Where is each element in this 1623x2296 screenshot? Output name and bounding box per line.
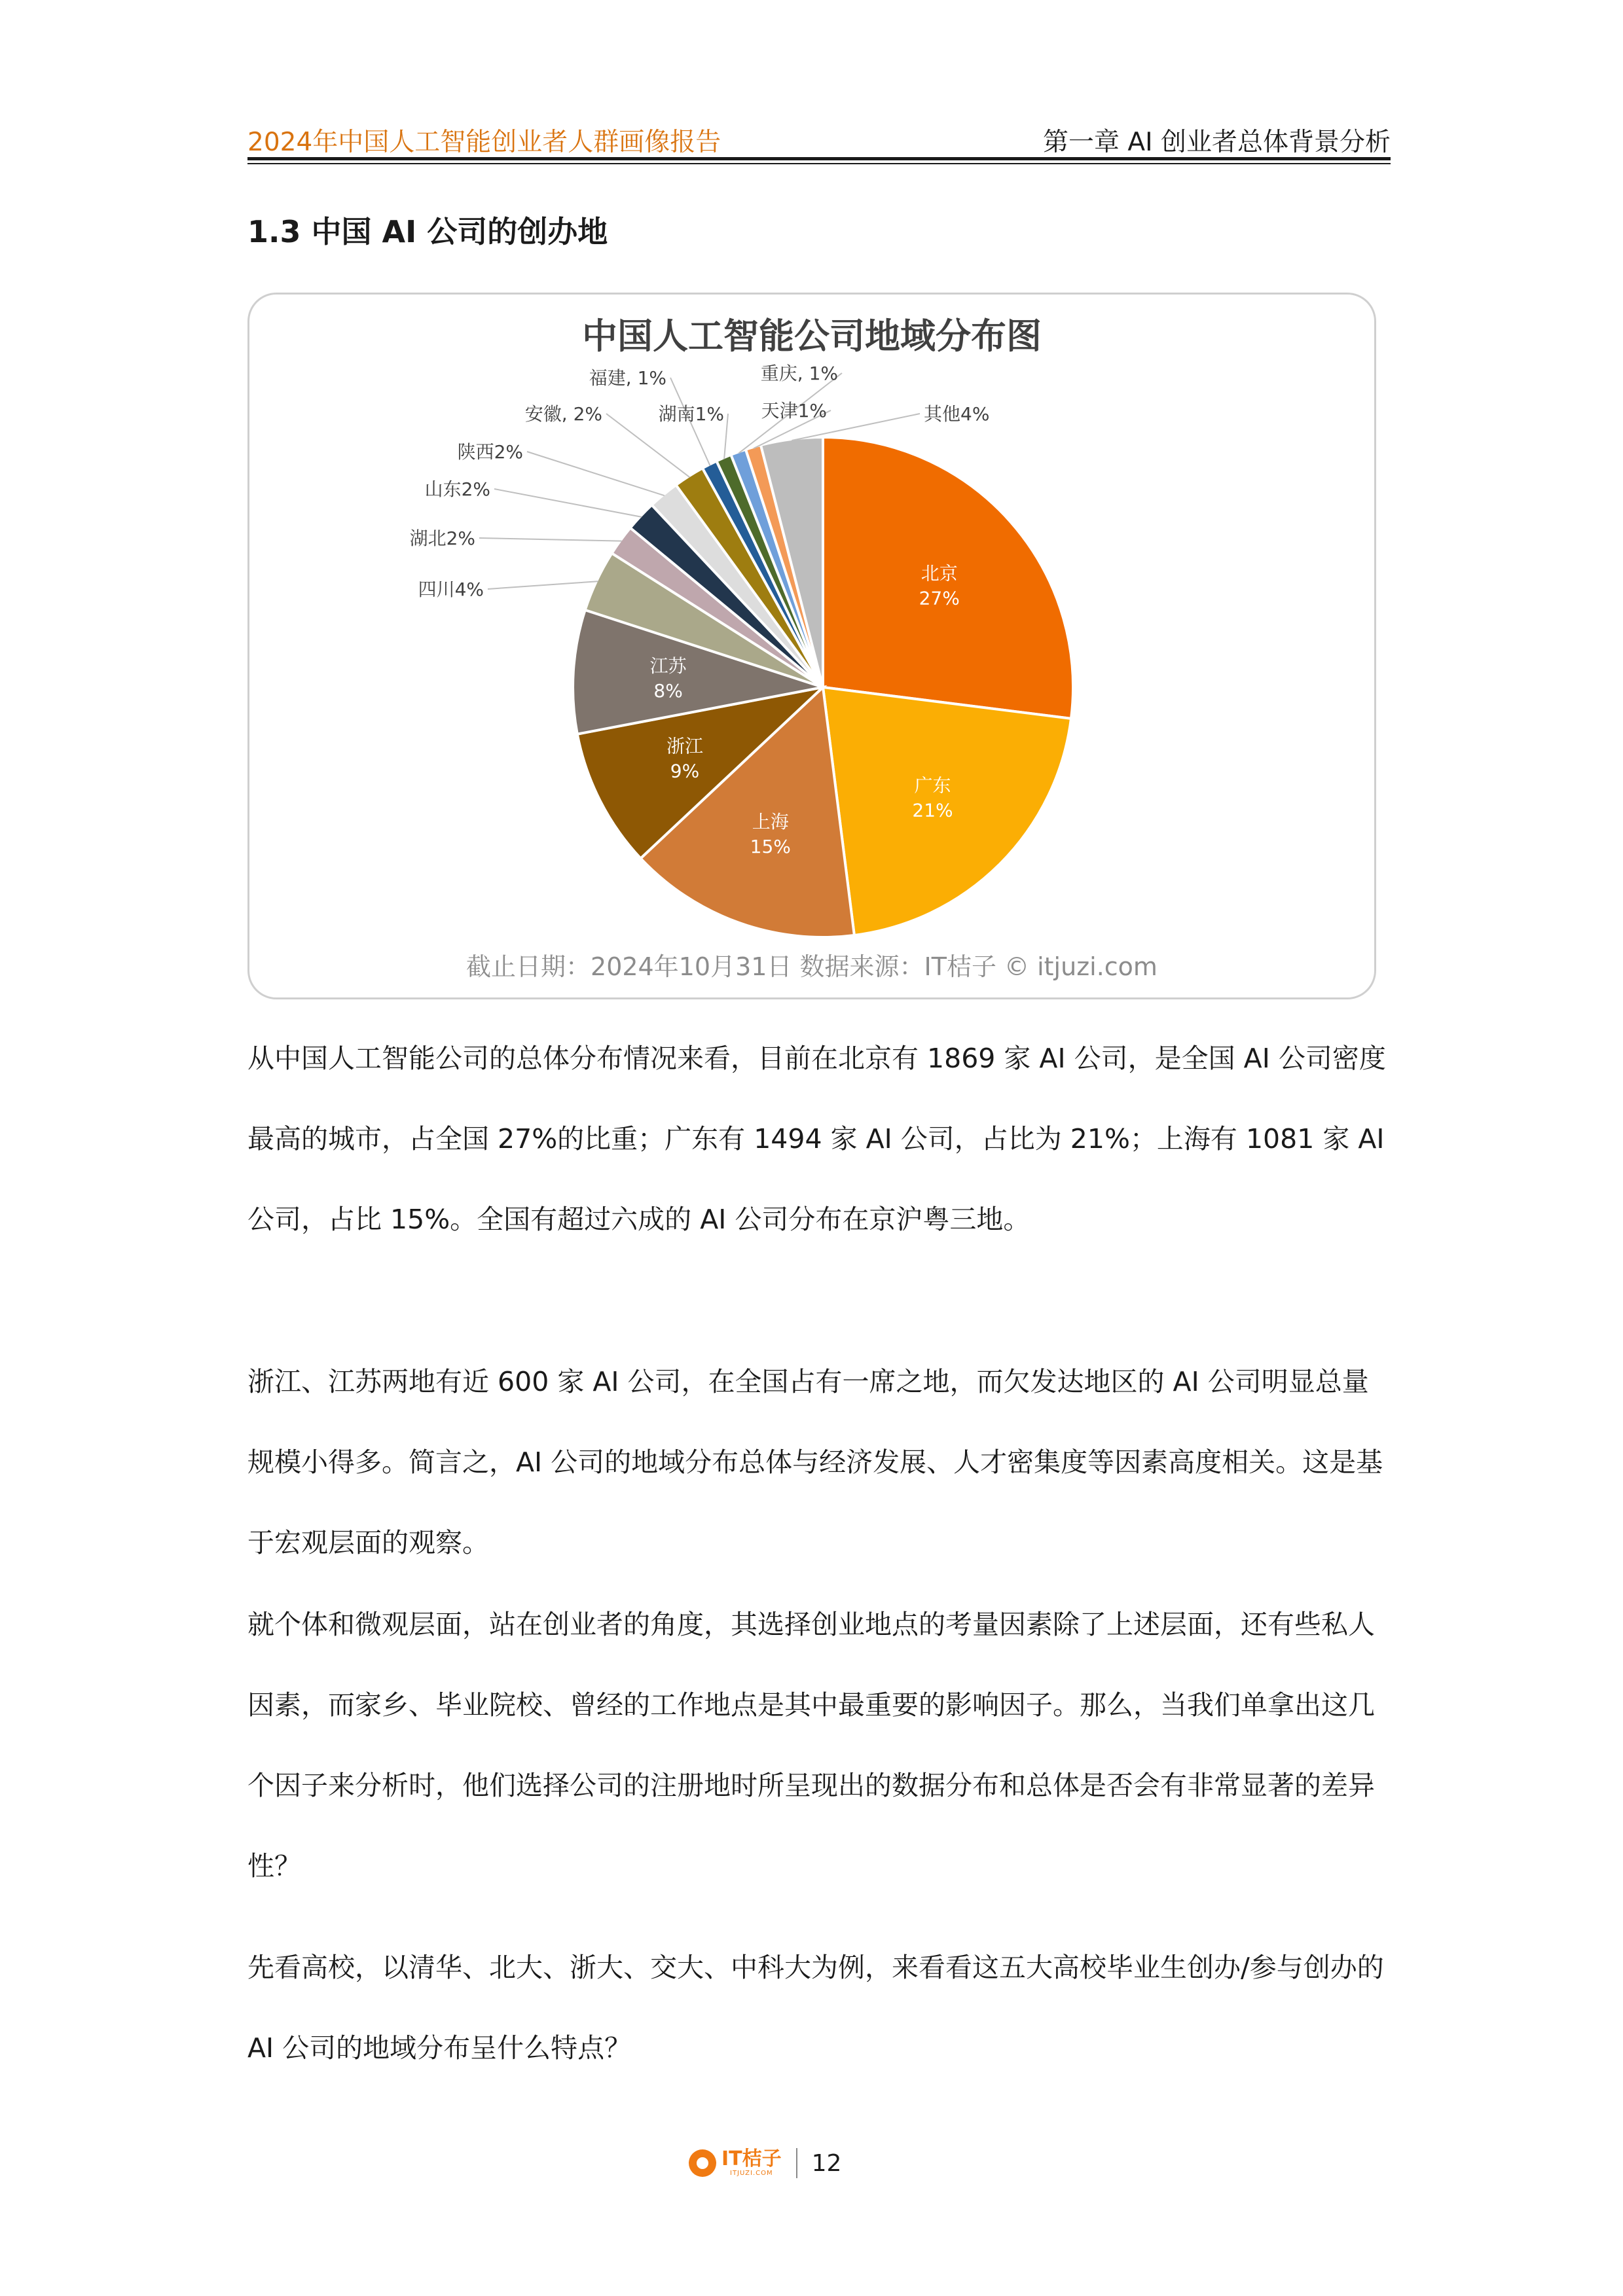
slice-label-其他: 其他4% (924, 403, 990, 425)
itjuzi-logo-icon (689, 2149, 716, 2177)
leader-line-四川 (488, 581, 598, 589)
slice-label-陕西: 陕西2% (457, 441, 523, 463)
slice-label-湖北: 湖北2% (409, 528, 475, 549)
slice-label-浙江: 浙江 (666, 735, 704, 757)
slice-value-浙江: 9% (670, 760, 700, 782)
slice-label-山东: 山东2% (424, 478, 490, 500)
chart-title: 中国人工智能公司地域分布图 (582, 315, 1042, 357)
slice-label-重庆: 重庆, 1% (760, 363, 838, 384)
slice-label-北京: 北京 (921, 562, 958, 584)
footer-domain: ITJUZI.COM (730, 2170, 773, 2177)
slice-label-湖南: 湖南1% (658, 403, 724, 425)
paragraph-zhejiang-jiangsu: 浙江、江苏两地有近 600 家 AI 公司，在全国占有一席之地，而欠发达地区的 AI 公司明显总量规模小得多。简言之，AI 公司的地域分布总体与经济发展、人才密集度等因素高度相关。这是基于宏观层面的观察。 (247, 1366, 1383, 1558)
slice-label-福建: 福建, 1% (589, 367, 666, 389)
slice-value-北京: 27% (919, 587, 960, 609)
leader-line-湖北 (479, 538, 622, 541)
header-chapter-title: 第一章 AI 创业者总体背景分析 (1043, 128, 1391, 157)
slice-label-安徽: 安徽, 2% (524, 403, 602, 425)
slice-value-江苏: 8% (653, 680, 683, 702)
slice-value-上海: 15% (750, 835, 791, 857)
paragraph-universities: 先看高校，以清华、北大、浙大、交大、中科大为例，来看看这五大高校毕业生创办/参与创办的 AI 公司的地域分布呈什么特点？ (247, 1952, 1384, 2064)
slice-label-广东: 广东 (914, 774, 951, 797)
chart-panel (247, 293, 1376, 999)
chart-source-note: 截止日期：2024年10月31日 数据来源：IT桔子 © itjuzi.com (466, 952, 1158, 981)
slice-label-天津: 天津1% (761, 400, 827, 422)
paragraph-overview: 从中国人工智能公司的总体分布情况来看，目前在北京有 1869 家 AI 公司，是全国 AI 公司密度最高的城市，占全国 27%的比重；广东有 1494 家 AI 公司，占比为 21%；上海有 1081 家 AI 公司，占比 15%。全国有超过六成的 AI 公司分布在京沪粤三地。 (247, 1043, 1386, 1235)
page-footer (0, 2140, 1623, 2186)
header-report-title: 2024年中国人工智能创业者人群画像报告 (247, 128, 721, 157)
page-number: 12 (811, 2149, 842, 2177)
slice-label-四川: 四川4% (418, 579, 484, 600)
leader-line-湖南 (724, 414, 728, 459)
header-rule (247, 157, 1391, 160)
leader-line-山东 (494, 489, 642, 517)
footer-brand: IT桔子 (721, 2147, 782, 2170)
section-title: 1.3 中国 AI 公司的创办地 (247, 214, 608, 249)
pie-chart (249, 295, 1374, 997)
slice-value-广东: 21% (912, 799, 953, 821)
footer-divider (796, 2148, 797, 2178)
slice-label-上海: 上海 (752, 810, 789, 833)
paragraph-micro-level: 就个体和微观层面，站在创业者的角度，其选择创业地点的考量因素除了上述层面，还有些私人因素，而家乡、毕业院校、曾经的工作地点是其中最重要的影响因子。那么，当我们单拿出这几个因子来分析时，他们选择公司的注册地时所呈现出的数据分布和总体是否会有非常显著的差异性？ (247, 1609, 1375, 1882)
leader-line-陕西 (527, 452, 665, 495)
header-rule-thin (247, 163, 1391, 164)
slice-label-江苏: 江苏 (649, 655, 687, 677)
